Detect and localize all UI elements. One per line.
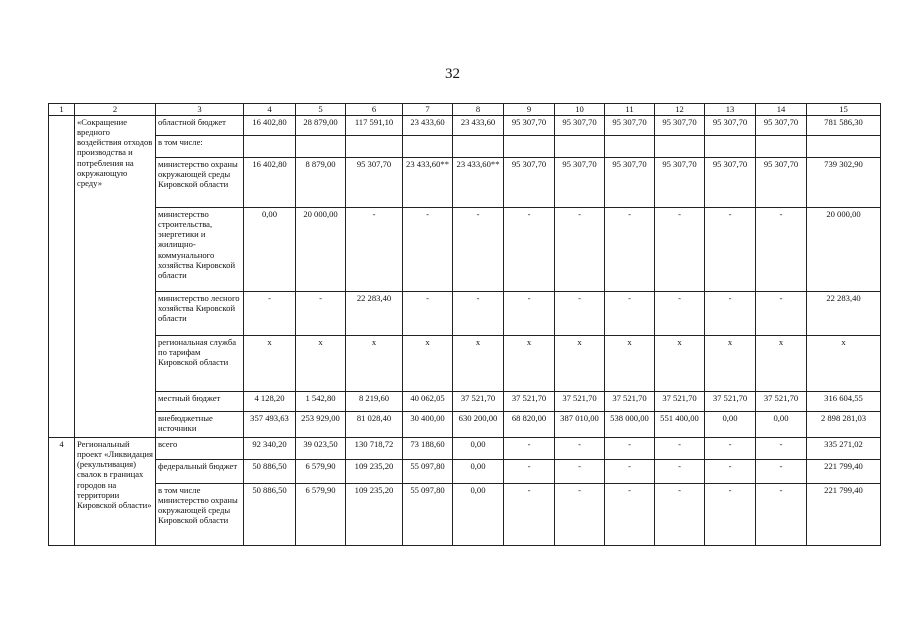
amount-cell: 95 307,70 (756, 116, 807, 136)
amount-cell: - (403, 292, 453, 336)
amount-cell: - (346, 208, 403, 292)
amount-cell: 6 579,90 (296, 460, 346, 484)
amount-cell: - (605, 438, 655, 460)
amount-cell: - (756, 208, 807, 292)
amount-cell: 40 062,05 (403, 392, 453, 412)
amount-cell: х (346, 336, 403, 392)
amount-cell: - (403, 208, 453, 292)
amount-cell: 30 400,00 (403, 412, 453, 438)
amount-cell: 781 586,30 (807, 116, 881, 136)
column-header: 14 (756, 104, 807, 116)
amount-cell: - (555, 484, 605, 546)
amount-cell: - (504, 460, 555, 484)
amount-cell: 0,00 (705, 412, 756, 438)
amount-cell: х (705, 336, 756, 392)
funding-source: местный бюджет (156, 392, 244, 412)
funding-source: в том числе министерство охраны окружающей среды Кировской области (156, 484, 244, 546)
amount-cell: - (555, 438, 605, 460)
amount-cell (655, 136, 705, 158)
amount-cell: 37 521,70 (605, 392, 655, 412)
amount-cell: 81 028,40 (346, 412, 403, 438)
amount-cell: 109 235,20 (346, 484, 403, 546)
column-header: 2 (75, 104, 156, 116)
amount-cell: 22 283,40 (346, 292, 403, 336)
table-row (49, 412, 881, 438)
amount-cell: - (705, 438, 756, 460)
section-name: Региональный проект «Ликвидация (рекультивация) свалок в границах городов на территории Кировской области» (75, 438, 156, 546)
funding-source: федеральный бюджет (156, 460, 244, 484)
amount-cell: - (705, 208, 756, 292)
funding-source: внебюджетные источники (156, 412, 244, 438)
amount-cell: 357 493,63 (244, 412, 296, 438)
amount-cell: 95 307,70 (555, 158, 605, 208)
amount-cell: 95 307,70 (655, 116, 705, 136)
table-row (49, 392, 881, 412)
funding-source: министерство охраны окружающей среды Кировской области (156, 158, 244, 208)
amount-cell: 23 433,60** (453, 158, 504, 208)
table-row (49, 208, 881, 292)
amount-cell: - (504, 208, 555, 292)
column-header: 1 (49, 104, 75, 116)
amount-cell: - (756, 438, 807, 460)
amount-cell (244, 136, 296, 158)
amount-cell: - (705, 460, 756, 484)
amount-cell: - (555, 208, 605, 292)
column-header: 13 (705, 104, 756, 116)
amount-cell: 28 879,00 (296, 116, 346, 136)
amount-cell: х (403, 336, 453, 392)
amount-cell: 37 521,70 (756, 392, 807, 412)
page-number: 32 (445, 66, 460, 82)
column-header: 6 (346, 104, 403, 116)
amount-cell: 538 000,00 (605, 412, 655, 438)
amount-cell: 16 402,80 (244, 116, 296, 136)
budget-table (48, 103, 881, 546)
column-header: 7 (403, 104, 453, 116)
table-header (49, 104, 881, 116)
amount-cell: 37 521,70 (504, 392, 555, 412)
amount-cell: х (555, 336, 605, 392)
amount-cell: 4 128,20 (244, 392, 296, 412)
table-row (49, 484, 881, 546)
amount-cell: х (655, 336, 705, 392)
amount-cell: 23 433,60 (453, 116, 504, 136)
amount-cell: - (605, 292, 655, 336)
table-row (49, 336, 881, 392)
amount-cell: 630 200,00 (453, 412, 504, 438)
funding-source: министерство лесного хозяйства Кировской области (156, 292, 244, 336)
amount-cell: 55 097,80 (403, 484, 453, 546)
amount-cell: 22 283,40 (807, 292, 881, 336)
section-index: 4 (49, 438, 75, 546)
amount-cell: - (705, 484, 756, 546)
amount-cell: - (453, 292, 504, 336)
amount-cell: 1 542,80 (296, 392, 346, 412)
amount-cell: 92 340,20 (244, 438, 296, 460)
amount-cell: 95 307,70 (504, 158, 555, 208)
amount-cell: 23 433,60 (403, 116, 453, 136)
amount-cell: х (244, 336, 296, 392)
amount-cell: 95 307,70 (555, 116, 605, 136)
amount-cell: - (655, 484, 705, 546)
funding-source: региональная служба по тарифам Кировской области (156, 336, 244, 392)
amount-cell (403, 136, 453, 158)
amount-cell: 95 307,70 (346, 158, 403, 208)
table-row (49, 158, 881, 208)
amount-cell: - (655, 438, 705, 460)
table-row (49, 438, 881, 460)
amount-cell: 50 886,50 (244, 460, 296, 484)
amount-cell: 739 302,90 (807, 158, 881, 208)
amount-cell: 335 271,02 (807, 438, 881, 460)
column-header: 15 (807, 104, 881, 116)
amount-cell: 109 235,20 (346, 460, 403, 484)
amount-cell: 55 097,80 (403, 460, 453, 484)
amount-cell: 37 521,70 (655, 392, 705, 412)
amount-cell: - (655, 208, 705, 292)
column-header: 12 (655, 104, 705, 116)
funding-source: областной бюджет (156, 116, 244, 136)
amount-cell: 16 402,80 (244, 158, 296, 208)
amount-cell: - (756, 460, 807, 484)
amount-cell: 6 579,90 (296, 484, 346, 546)
amount-cell: 2 898 281,03 (807, 412, 881, 438)
table-body (49, 116, 881, 546)
funding-source: министерство строительства, энергетики и жилищно-коммунального хозяйства Кировской области (156, 208, 244, 292)
amount-cell (555, 136, 605, 158)
amount-cell: 23 433,60** (403, 158, 453, 208)
amount-cell: х (807, 336, 881, 392)
amount-cell: 387 010,00 (555, 412, 605, 438)
amount-cell: - (705, 292, 756, 336)
amount-cell: 8 879,00 (296, 158, 346, 208)
amount-cell: - (504, 484, 555, 546)
amount-cell: - (756, 484, 807, 546)
amount-cell: 95 307,70 (705, 116, 756, 136)
amount-cell: 0,00 (756, 412, 807, 438)
amount-cell: 95 307,70 (504, 116, 555, 136)
amount-cell: - (605, 484, 655, 546)
column-header: 9 (504, 104, 555, 116)
amount-cell: 20 000,00 (296, 208, 346, 292)
amount-cell: 0,00 (453, 460, 504, 484)
amount-cell: 68 820,00 (504, 412, 555, 438)
amount-cell: 253 929,00 (296, 412, 346, 438)
amount-cell: 39 023,50 (296, 438, 346, 460)
table-row (49, 116, 881, 136)
amount-cell: 130 718,72 (346, 438, 403, 460)
section-name: «Сокращение вредного воздействия отходов производства и потребления на окружающую среду» (75, 116, 156, 438)
amount-cell: 0,00 (244, 208, 296, 292)
section-index (49, 116, 75, 438)
amount-cell: 221 799,40 (807, 460, 881, 484)
amount-cell: - (655, 460, 705, 484)
amount-cell: - (655, 292, 705, 336)
amount-cell (453, 136, 504, 158)
amount-cell: х (756, 336, 807, 392)
amount-cell: - (756, 292, 807, 336)
amount-cell: - (504, 438, 555, 460)
column-header: 11 (605, 104, 655, 116)
amount-cell: 551 400,00 (655, 412, 705, 438)
amount-cell (807, 136, 881, 158)
amount-cell: 50 886,50 (244, 484, 296, 546)
amount-cell: - (555, 460, 605, 484)
column-header: 10 (555, 104, 605, 116)
amount-cell: - (504, 292, 555, 336)
funding-source: всего (156, 438, 244, 460)
table-row (49, 460, 881, 484)
table-row (49, 136, 881, 158)
amount-cell: х (504, 336, 555, 392)
amount-cell (296, 136, 346, 158)
amount-cell: х (453, 336, 504, 392)
amount-cell: 221 799,40 (807, 484, 881, 546)
amount-cell: - (244, 292, 296, 336)
table-row (49, 292, 881, 336)
amount-cell: 37 521,70 (555, 392, 605, 412)
amount-cell: 20 000,00 (807, 208, 881, 292)
amount-cell (756, 136, 807, 158)
amount-cell (705, 136, 756, 158)
amount-cell: 117 591,10 (346, 116, 403, 136)
amount-cell: - (555, 292, 605, 336)
amount-cell: 0,00 (453, 438, 504, 460)
amount-cell: 37 521,70 (453, 392, 504, 412)
column-header: 5 (296, 104, 346, 116)
amount-cell: 8 219,60 (346, 392, 403, 412)
amount-cell: 0,00 (453, 484, 504, 546)
amount-cell: - (296, 292, 346, 336)
amount-cell: х (605, 336, 655, 392)
amount-cell: х (296, 336, 346, 392)
amount-cell (605, 136, 655, 158)
amount-cell: 95 307,70 (655, 158, 705, 208)
column-header: 3 (156, 104, 244, 116)
amount-cell: 95 307,70 (605, 116, 655, 136)
funding-source: в том числе: (156, 136, 244, 158)
amount-cell: 316 604,55 (807, 392, 881, 412)
amount-cell: - (605, 460, 655, 484)
amount-cell: 95 307,70 (605, 158, 655, 208)
amount-cell (504, 136, 555, 158)
amount-cell: - (453, 208, 504, 292)
column-header: 8 (453, 104, 504, 116)
amount-cell: 37 521,70 (705, 392, 756, 412)
amount-cell (346, 136, 403, 158)
amount-cell: 95 307,70 (705, 158, 756, 208)
header-row (49, 104, 881, 116)
amount-cell: - (605, 208, 655, 292)
amount-cell: 95 307,70 (756, 158, 807, 208)
amount-cell: 73 188,60 (403, 438, 453, 460)
column-header: 4 (244, 104, 296, 116)
